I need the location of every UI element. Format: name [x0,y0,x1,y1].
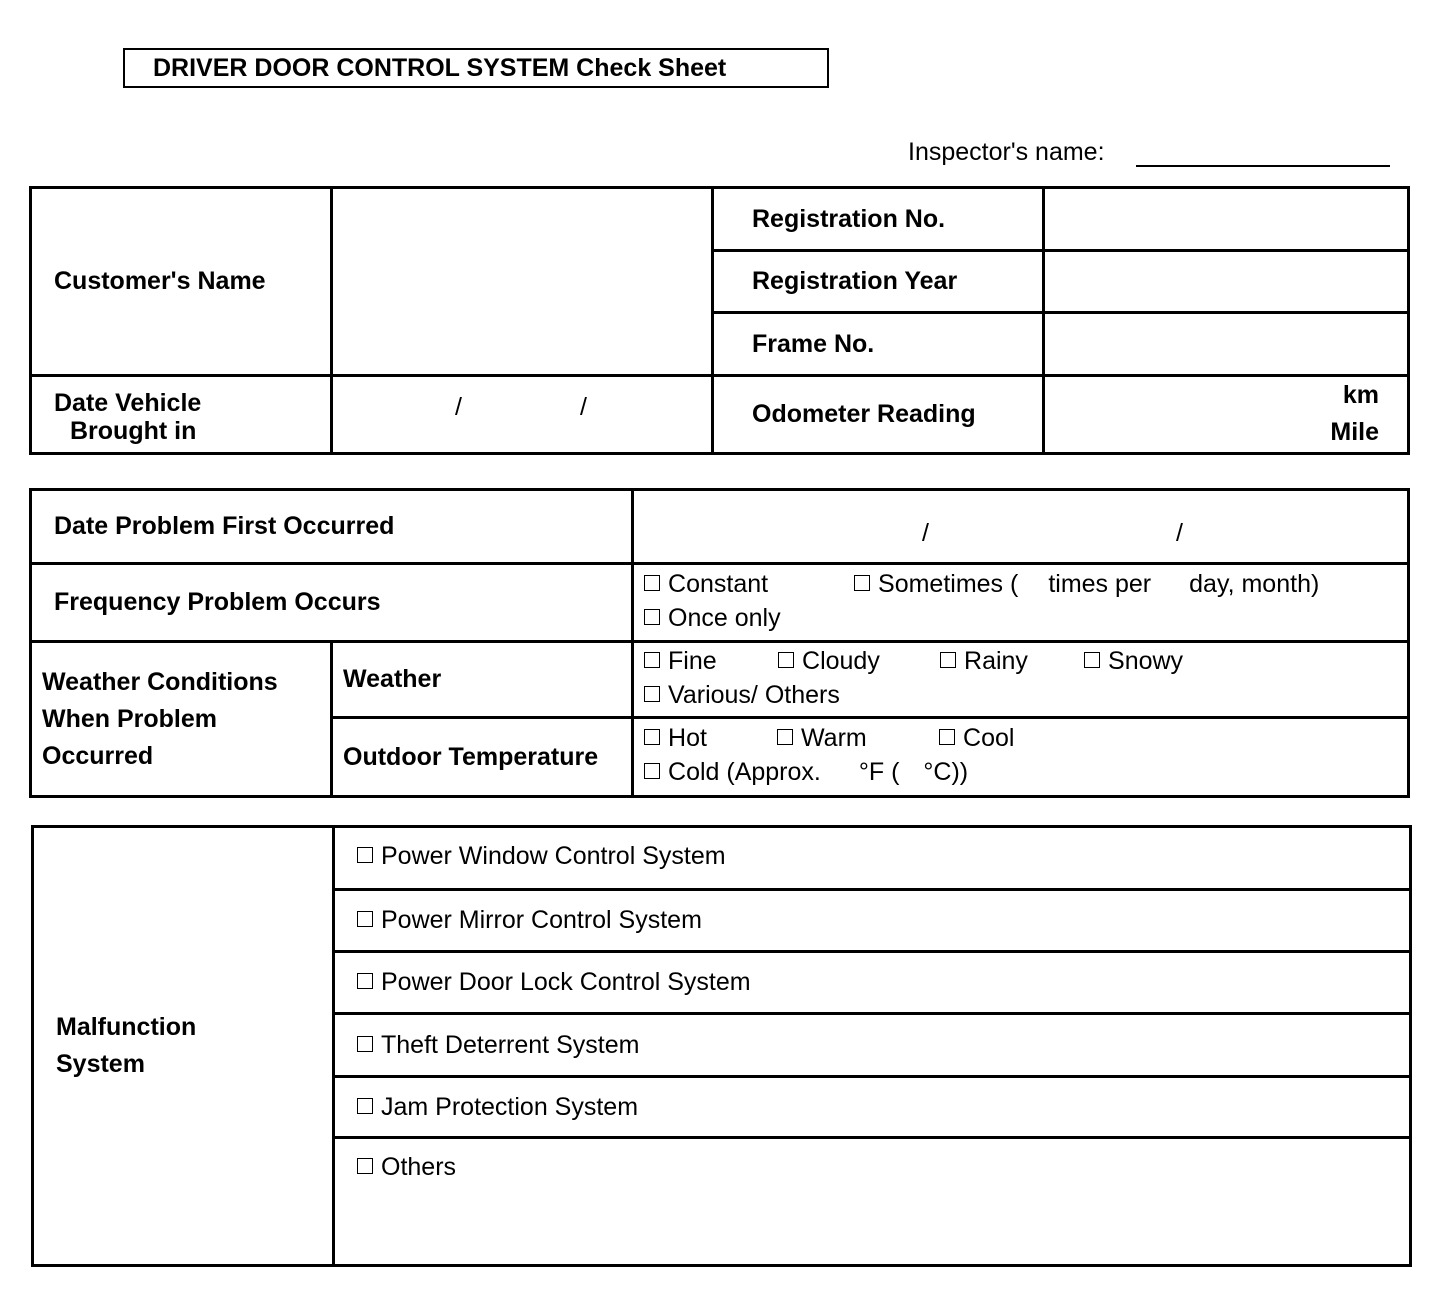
weather-conditions-label [31,642,332,797]
frame-no-label: Frame No. [713,313,1044,376]
temp-hot-option[interactable]: Hot [644,723,777,753]
temp-warm-option[interactable]: Warm [777,723,939,753]
date-brought-in-field[interactable] [332,376,713,454]
malfunction-item-power-window [334,827,1411,890]
malfunction-system-label [33,827,334,1266]
odometer-field[interactable] [1044,376,1409,454]
weather-cond-line3: Occurred [42,741,154,770]
problem-date-slash-1: / [922,519,929,547]
checkbox[interactable] [357,973,373,989]
customer-name-label: Customer's Name [31,188,332,376]
registration-no-field[interactable] [1044,188,1409,251]
temperature-options [633,718,1409,797]
page-title: DRIVER DOOR CONTROL SYSTEM Check Sheet [123,48,829,88]
checkbox[interactable] [777,729,793,745]
frame-no-field[interactable] [1044,313,1409,376]
others-option[interactable]: Others [357,1153,456,1182]
checkbox[interactable] [357,911,373,927]
unit-km: km [1342,381,1379,409]
date-brought-in-label [31,376,332,454]
malfunction-item-power-mirror [334,890,1411,952]
inspector-label: Inspector's name: [908,138,1105,166]
checkbox[interactable] [357,847,373,863]
checkbox[interactable] [357,1036,373,1052]
customer-name-field[interactable] [332,188,713,376]
malfunction-item-jam-protection [334,1077,1411,1138]
power-mirror-option[interactable]: Power Mirror Control System [357,906,702,935]
checkbox[interactable] [644,686,660,702]
freq-sometimes-option[interactable]: Sometimes ( times per day, month) [854,569,1319,599]
weather-various-option[interactable]: Various/ Others [644,680,840,710]
inspector-name-field[interactable] [1136,165,1390,167]
checkbox[interactable] [1084,652,1100,668]
checkbox[interactable] [939,729,955,745]
malfunction-item-power-door-lock [334,952,1411,1014]
date-first-occurred-field[interactable] [633,490,1409,564]
registration-year-label: Registration Year [713,251,1044,313]
weather-fine-option[interactable]: Fine [644,646,778,676]
outdoor-temp-label: Outdoor Temperature [332,718,633,797]
checkbox[interactable] [854,575,870,591]
odometer-label: Odometer Reading [713,376,1044,454]
checkbox[interactable] [644,729,660,745]
checkbox[interactable] [644,763,660,779]
checkbox[interactable] [644,652,660,668]
problem-date-slash-2: / [1176,519,1183,547]
temp-cold-option[interactable]: Cold (Approx. °F ( °C)) [644,757,968,787]
malfunction-item-others [334,1138,1411,1266]
malfunction-line1: Malfunction [56,1013,197,1041]
date-first-occurred-label: Date Problem First Occurred [31,490,633,564]
frequency-options [633,564,1409,642]
weather-rainy-option[interactable]: Rainy [940,646,1084,676]
weather-options [633,642,1409,718]
weather-label: Weather [332,642,633,718]
unit-mile: Mile [1330,418,1379,446]
checkbox[interactable] [357,1158,373,1174]
freq-constant-option[interactable]: Constant [644,569,854,599]
jam-protection-option[interactable]: Jam Protection System [357,1093,638,1122]
date-slash-1: / [455,393,462,421]
checkbox[interactable] [357,1098,373,1114]
frequency-label: Frequency Problem Occurs [31,564,633,642]
power-door-lock-option[interactable]: Power Door Lock Control System [357,968,751,997]
theft-deterrent-option[interactable]: Theft Deterrent System [357,1031,639,1060]
vehicle-info-table [29,186,1410,455]
weather-cloudy-option[interactable]: Cloudy [778,646,940,676]
weather-cond-line1: Weather Conditions [42,667,278,696]
checkbox[interactable] [644,575,660,591]
malfunction-line2: System [56,1050,145,1078]
registration-year-field[interactable] [1044,251,1409,313]
power-window-option[interactable]: Power Window Control System [357,842,726,871]
malfunction-table [31,825,1412,1267]
weather-cond-line2: When Problem [42,704,218,733]
date-brought-in-line2: Brought in [70,416,197,445]
problem-info-table [29,488,1410,798]
temp-cool-option[interactable]: Cool [939,723,1014,753]
checkbox[interactable] [644,609,660,625]
registration-no-label: Registration No. [713,188,1044,251]
date-slash-2: / [580,393,587,421]
date-brought-in-line1: Date Vehicle [54,388,202,417]
checkbox[interactable] [778,652,794,668]
checkbox[interactable] [940,652,956,668]
malfunction-item-theft-deterrent [334,1014,1411,1077]
weather-snowy-option[interactable]: Snowy [1084,646,1183,676]
freq-once-option[interactable]: Once only [644,603,781,633]
